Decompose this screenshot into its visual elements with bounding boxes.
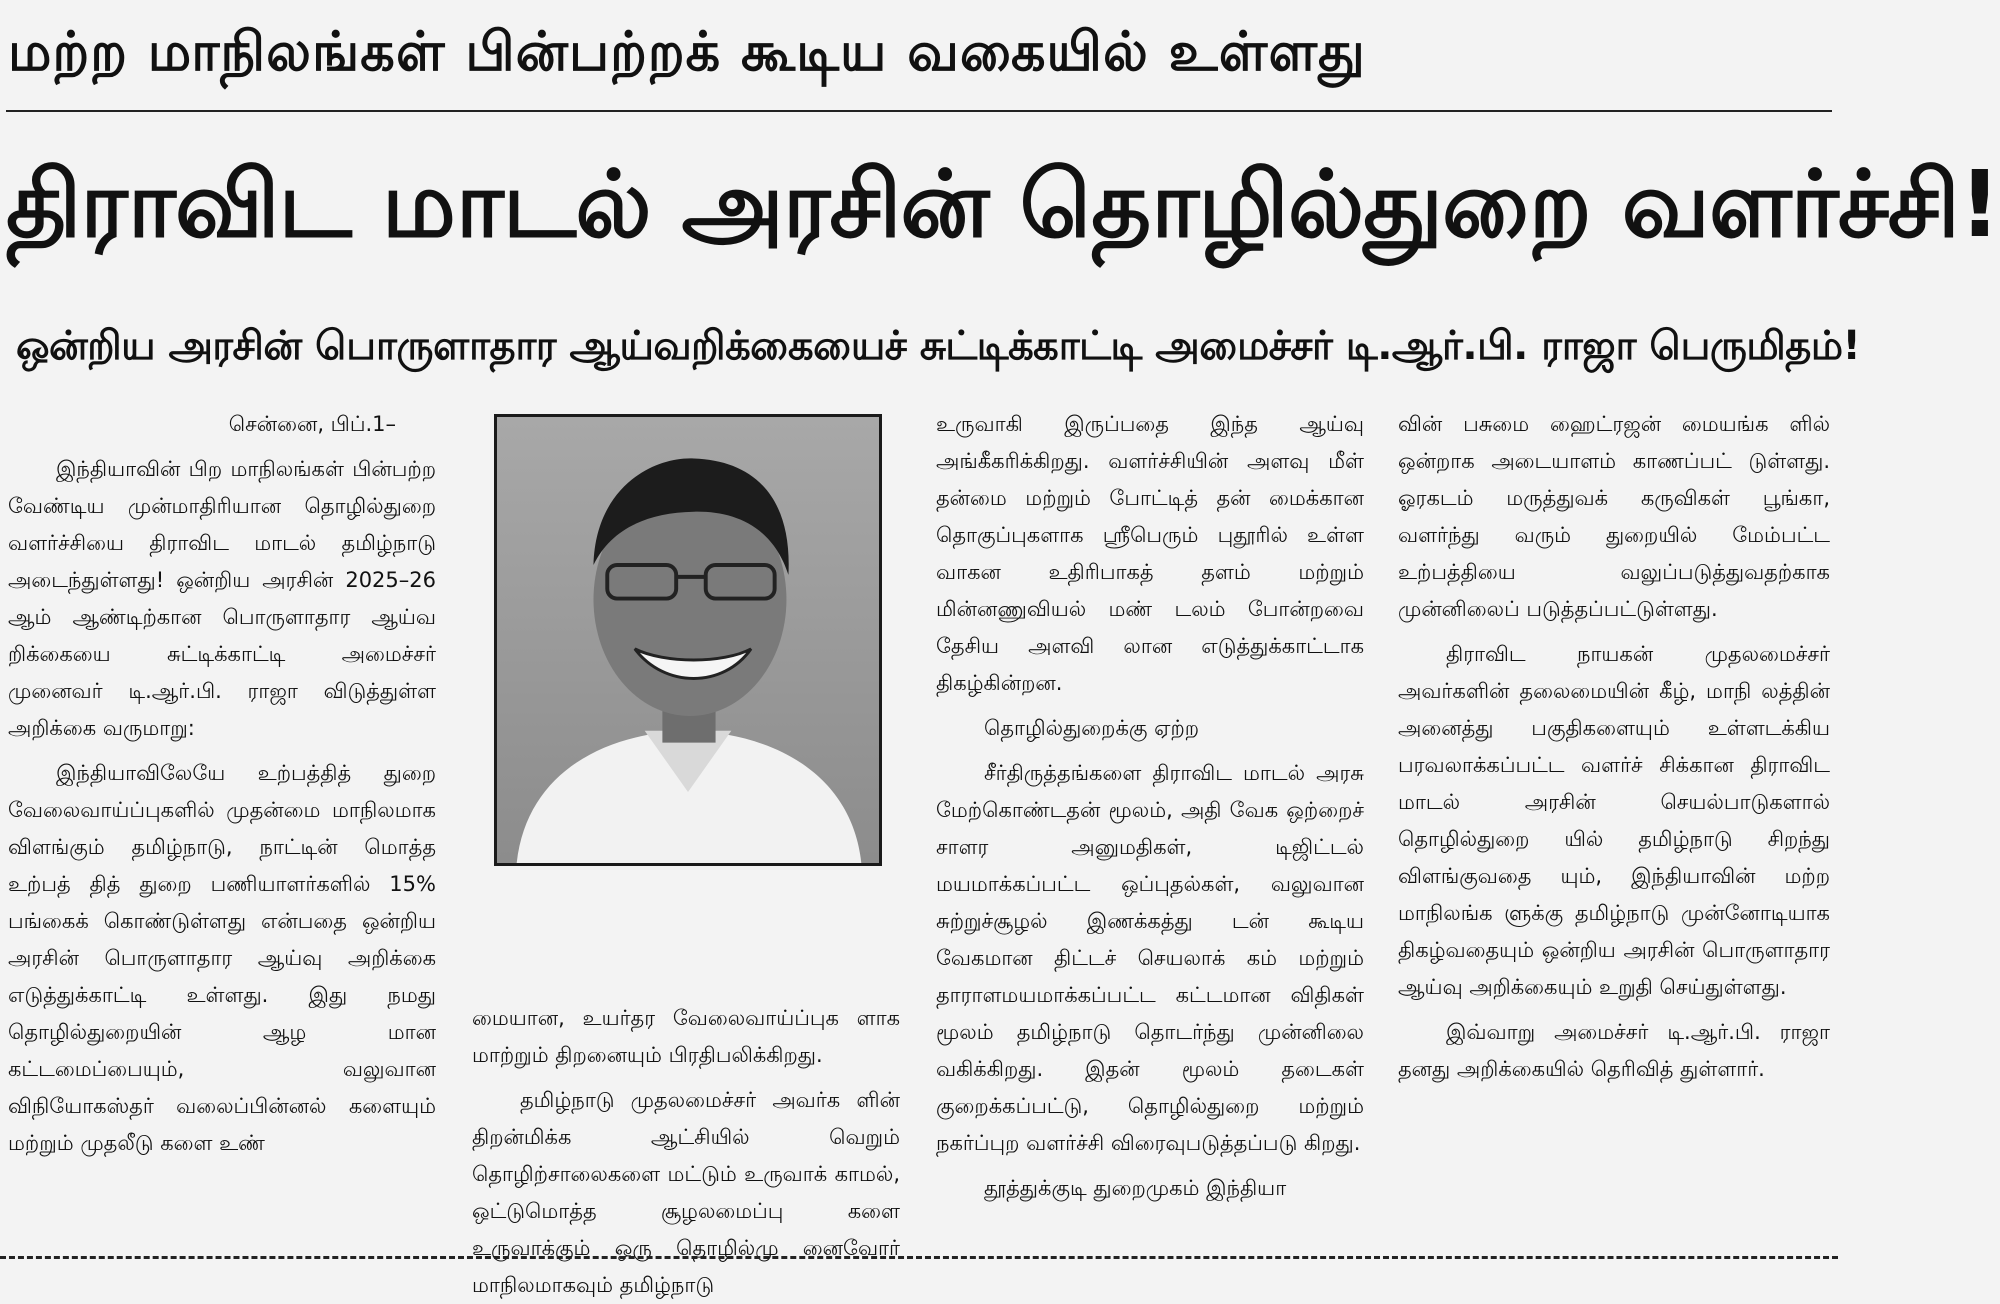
article-column-2 xyxy=(472,1000,900,1297)
paragraph: வின் பசுமை ஹைட்ரஜன் மையங்க ளில் ஒன்றாக அடையாளம் காணப்பட் டுள்ளது. ஓரகடம் மருத்துவக் கருவிகள் பூங்கா, வளர்ந்து வரும் துறையில் மேம்பட்ட உற்பத்தியை வலுப்படுத்துவதற்காக முன்னிலைப் படுத்தப்பட்டுள்ளது. xyxy=(1398,412,1830,621)
paragraph: தூத்துக்குடி துறைமுகம் இந்தியா xyxy=(984,1176,1287,1200)
paragraph: திராவிட நாயகன் முதலமைச்சர் அவர்களின் தலைமையின் கீழ், மாநி லத்தின் அனைத்து பகுதிகளையும் உள்ளடக்கிய பரவலாக்கப்பட்ட வளர்ச் சிக்கான திராவிட மாடல் அரசின் செயல்பாடுகளால் தொழில்துறை யில் தமிழ்நாடு சிறந்து விளங்குவதை யும், இந்தியாவின் மற்ற மாநிலங்க ளுக்கு தமிழ்நாடு முன்னோடியாக திகழ்வதையும் ஒன்றிய அரசின் பொருளாதார ஆய்வு அறிக்கையும் உறுதி செய்துள்ளது. xyxy=(1398,642,1830,999)
kicker-headline: மற்ற மாநிலங்கள் பின்பற்றக் கூடிய வகையில் உள்ளது xyxy=(8,20,1366,83)
paragraph: சீர்திருத்தங்களை திராவிட மாடல் அரசு மேற்கொண்டதன் மூலம், அதி வேக ஒற்றைச் சாளர அனுமதிகள், டிஜிட்டல் மயமாக்கப்பட்ட ஒப்புதல்கள், வலுவான சுற்றுச்சூழல் இணக்கத்து டன் கூடிய வேகமான திட்டச் செயலாக் கம் மற்றும் தாராளமயமாக்கப்பட்ட கட்டமான விதிகள் மூலம் தமிழ்நாடு தொடர்ந்து முன்னிலை வகிக்கிறது. இதன் மூலம் தடைகள் குறைக்கப்பட்டு, தொழில்துறை மற்றும் நகர்ப்புற வளர்ச்சி விரைவுபடுத்தப்படு கிறது. xyxy=(936,761,1364,1155)
paragraph: தொழில்துறைக்கு ஏற்ற xyxy=(984,716,1200,740)
kicker-divider xyxy=(6,110,1832,112)
page-bottom-divider xyxy=(0,1256,1838,1259)
paragraph: இவ்வாறு அமைச்சர் டி.ஆர்.பி. ராஜா தனது அறிக்கையில் தெரிவித் துள்ளார். xyxy=(1398,1020,1830,1081)
main-headline: திராவிட மாடல் அரசின் தொழில்துறை வளர்ச்சி! xyxy=(6,151,2000,258)
paragraph: உருவாகி இருப்பதை இந்த ஆய்வு அங்கீகரிக்கிறது. வளர்ச்சியின் அளவு மீள் தன்மை மற்றும் போட்டித் தன் மைக்கான தொகுப்புகளாக ஸ்ரீபெரும் புதூரில் உள்ள வாகன உதிரிபாகத் தளம் மற்றும் மின்னணுவியல் மண் டலம் போன்றவை தேசிய அளவி லான எடுத்துக்காட்டாக திகழ்கின்றன. xyxy=(936,412,1364,695)
portrait-image xyxy=(497,417,879,863)
article-column-1 xyxy=(8,406,436,1242)
paragraph: தமிழ்நாடு முதலமைச்சர் அவர்க ளின் திறன்மிக்க ஆட்சியில் வெறும் தொழிற்சாலைகளை மட்டும் உருவாக் காமல், ஒட்டுமொத்த சூழலமைப்பு களை உருவாக்கும் ஒரு தொழில்மு னைவோர் மாநிலமாகவும் தமிழ்நாடு xyxy=(472,1088,900,1297)
article-column-4 xyxy=(1398,406,1830,1242)
paragraph: இந்தியாவின் பிற மாநிலங்கள் பின்பற்ற வேண்டிய முன்மாதிரியான தொழில்துறை வளர்ச்சியை திராவிட மாடல் தமிழ்நாடு அடைந்துள்ளது! ஒன்றிய அரசின் 2025–26 ஆம் ஆண்டிற்கான பொருளாதார ஆய்வ றிக்கையை சுட்டிக்காட்டி அமைச்சர் முனைவர் டி.ஆர்.பி. ராஜா விடுத்துள்ள அறிக்கை வருமாறு: xyxy=(8,457,436,740)
dateline: சென்னை, பிப்.1– xyxy=(228,412,396,436)
minister-photo xyxy=(494,414,882,866)
paragraph: இந்தியாவிலேயே உற்பத்தித் துறை வேலைவாய்ப்புகளில் முதன்மை மாநிலமாக விளங்கும் தமிழ்நாடு, நாட்டின் மொத்த உற்பத் தித் துறை பணியாளர்களில் 15% பங்கைக் கொண்டுள்ளது என்பதை ஒன்றிய அரசின் பொருளாதார ஆய்வு அறிக்கை எடுத்துக்காட்டி உள்ளது. இது நமது தொழில்துறையின் ஆழ மான கட்டமைப்பையும், வலுவான விநியோகஸ்தர் வலைப்பின்னல் களையும் மற்றும் முதலீடு களை உண் xyxy=(8,761,436,1155)
paragraph: மையான, உயர்தர வேலைவாய்ப்புக ளாக மாற்றும் திறனையும் பிரதிபலிக்கிறது. xyxy=(472,1006,900,1067)
article-column-3 xyxy=(936,406,1364,1242)
sub-headline: ஒன்றிய அரசின் பொருளாதார ஆய்வறிக்கையைச் சுட்டிக்காட்டி அமைச்சர் டி.ஆர்.பி. ராஜா பெருமிதம்! xyxy=(16,323,1861,369)
